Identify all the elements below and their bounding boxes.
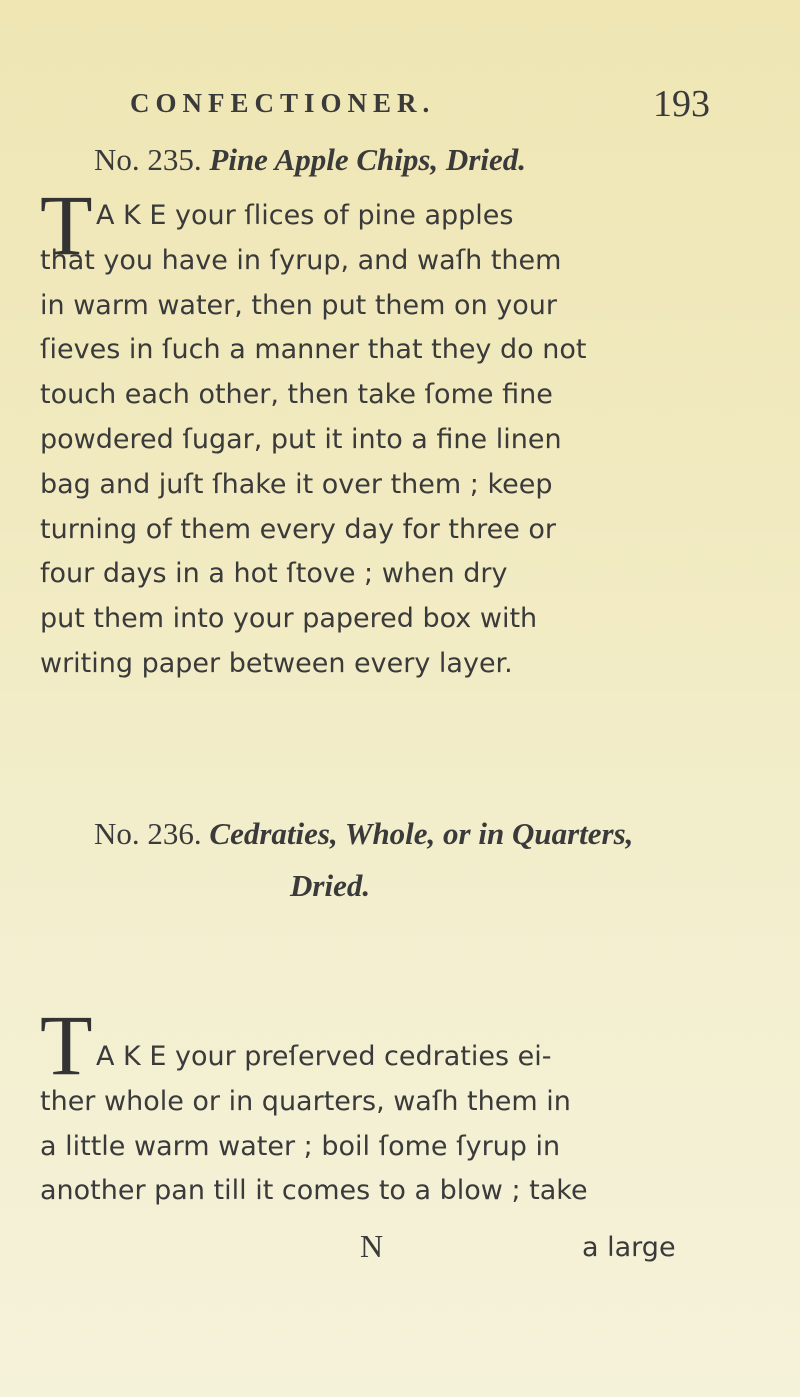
text-line: writing paper between every layer. <box>40 647 513 679</box>
text-line: ther whole or in quarters, waſh them in <box>40 1085 571 1117</box>
text-line: A K E your preſerved cedraties ei- <box>96 1041 552 1072</box>
text-line: touch each other, then take ſome fine <box>40 379 553 411</box>
text-line: that you have in ſyrup, and waſh them <box>40 244 562 276</box>
recipe-236-drop-cap: T <box>40 997 93 1093</box>
signature-mark: N <box>360 1228 384 1264</box>
catchword: a large <box>582 1232 676 1263</box>
recipe-235-title: Pine Apple Chips, Dried. <box>209 142 527 177</box>
text-line: turning of them every day for three or <box>40 513 557 545</box>
recipe-236-title: Cedraties, Whole, or in Quarters, <box>209 816 634 851</box>
recipe-235-drop-cap: T <box>40 177 93 273</box>
text-line: a little warm water ; boil ſome ſyrup in <box>40 1130 561 1162</box>
recipe-236-heading <box>94 816 800 852</box>
recipe-236-title-continued: Dried. <box>290 868 371 903</box>
recipe-236-number: No. 236. <box>94 816 202 851</box>
text-line: powdered ſugar, put it into a fine linen <box>40 423 562 455</box>
recipe-235-number: No. 235. <box>94 142 202 177</box>
text-line: another pan till it comes to a blow ; take <box>40 1175 588 1207</box>
text-line: A K E your ſlices of pine apples <box>96 200 514 231</box>
recipe-235-body <box>40 194 760 687</box>
recipe-236-body <box>40 1035 760 1214</box>
text-line: in warm water, then put them on your <box>40 289 557 321</box>
text-line: four days in a hot ſtove ; when dry <box>40 558 508 590</box>
text-line: ſieves in ſuch a manner that they do not <box>40 334 587 366</box>
running-title: CONFECTIONER. <box>130 88 436 118</box>
recipe-235-heading <box>94 142 800 178</box>
page-number: 193 <box>653 83 710 125</box>
running-head <box>100 83 710 128</box>
text-line: put them into your papered box with <box>40 603 538 635</box>
text-line: bag and juſt ſhake it over them ; keep <box>40 468 553 500</box>
